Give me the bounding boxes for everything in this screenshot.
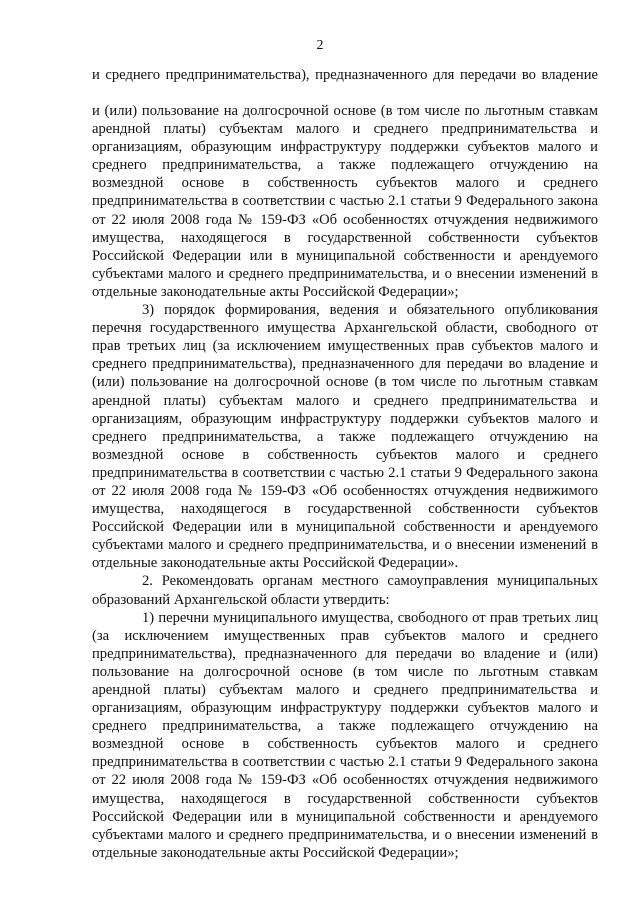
document-body <box>92 102 598 862</box>
carryover-line: и среднего предпринимательства), предназначенного для передачи во владение <box>92 67 598 83</box>
paragraph-item-1: 1) перечни муниципального имущества, свободного от прав третьих лиц (за исключением имущественных прав субъектов малого и среднего предпринимательства), предназначенного для передачи во владение и (или) пользование на долгосрочной основе (в том числе по льготным ставкам арендной платы) субъектам малого и среднего предпринимательства и организациям, образующим инфраструктуру поддержки субъектов малого и среднего предпринимательства, а также подлежащего отчуждению на возмездной основе в собственность субъектов малого и среднего предпринимательства в соответствии с частью 2.1 статьи 9 Федерального закона от 22 июля 2008 года № 159-ФЗ «Об особенностях отчуждения недвижимого имущества, находящегося в государственной собственности субъектов Российской Федерации или в муниципальной собственности и арендуемого субъектами малого и среднего предпринимательства, и о внесении изменений в отдельные законодательные акты Российской Федерации»; <box>92 609 598 861</box>
paragraph-continuation: и (или) пользование на долгосрочной основе (в том числе по льготным ставкам арендной платы) субъектам малого и среднего предпринимательства и организациям, образующим инфраструктуру поддержки субъектов малого и среднего предпринимательства, а также подлежащего отчуждению на возмездной основе в собственность субъектов малого и среднего предпринимательства в соответствии с частью 2.1 статьи 9 Федерального закона от 22 июля 2008 года № 159-ФЗ «Об особенностях отчуждения недвижимого имущества, находящегося в государственной собственности субъектов Российской Федерации или в муниципальной собственности и арендуемого субъектами малого и среднего предпринимательства, и о внесении изменений в отдельные законодательные акты Российской Федерации»; <box>92 103 598 300</box>
page-number: 2 <box>316 38 324 53</box>
paragraph-section-2: 2. Рекомендовать органам местного самоуправления муниципальных образований Архангельской области утвердить: <box>92 573 598 608</box>
paragraph-item-3: 3) порядок формирования, ведения и обязательного опубликования перечня государственного имущества Архангельской области, свободного от прав третьих лиц (за исключением имущественных прав субъектов малого и среднего предпринимательства), предназначенного для передачи во владение и (или) пользование на долгосрочной основе (в том числе по льготным ставкам арендной платы) субъектам малого и среднего предпринимательства и организациям, образующим инфраструктуру поддержки субъектов малого и среднего предпринимательства, а также подлежащего отчуждению на возмездной основе в собственность субъектов малого и среднего предпринимательства в соответствии с частью 2.1 статьи 9 Федерального закона от 22 июля 2008 года № 159-ФЗ «Об особенностях отчуждения недвижимого имущества, находящегося в государственной собственности субъектов Российской Федерации или в муниципальной собственности и арендуемого субъектами малого и среднего предпринимательства, и о внесении изменений в отдельные законодательные акты Российской Федерации». <box>92 302 598 572</box>
